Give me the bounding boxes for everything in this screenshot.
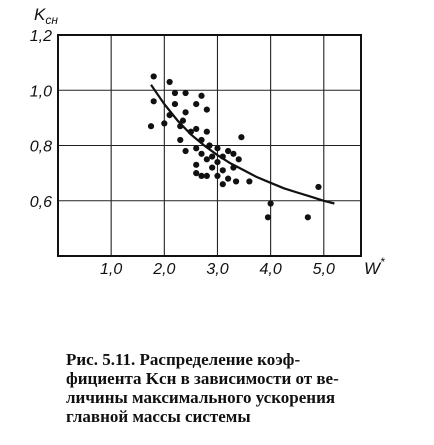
y-tick-label: 0,6 — [29, 193, 52, 211]
data-point — [182, 148, 188, 154]
caption-line: Рис. 5.11. Распределение коэф- — [66, 350, 301, 369]
caption-line: главной массы системы — [66, 407, 251, 426]
data-point — [220, 181, 226, 187]
trend-curve — [151, 85, 334, 204]
data-point — [177, 137, 183, 143]
data-point — [225, 148, 231, 154]
data-point — [233, 178, 239, 184]
data-point — [315, 184, 321, 190]
caption-line: личины максимального ускорения — [66, 388, 336, 407]
data-point — [172, 101, 178, 107]
data-point — [209, 165, 215, 171]
data-point — [182, 90, 188, 96]
x-tick-label: 1,0 — [100, 261, 123, 278]
caption-line: фициента Kсн в зависимости от ве- — [66, 369, 339, 388]
data-point — [246, 178, 252, 184]
data-point — [238, 134, 244, 140]
data-point — [214, 145, 220, 151]
x-tick-labels — [100, 261, 335, 278]
data-point — [225, 176, 231, 182]
figure-caption — [66, 350, 416, 426]
data-point — [198, 93, 204, 99]
data-point — [193, 170, 199, 176]
data-point — [265, 214, 271, 220]
data-point — [236, 156, 242, 162]
y-tick-label: 1,0 — [29, 83, 52, 101]
data-point — [198, 173, 204, 179]
data-point — [214, 173, 220, 179]
x-axis-label: W* — [364, 255, 385, 278]
data-point — [193, 145, 199, 151]
data-point — [214, 159, 220, 165]
x-tick-label: 5,0 — [312, 261, 335, 278]
data-point — [220, 167, 226, 173]
data-point — [204, 156, 210, 162]
data-point — [172, 90, 178, 96]
data-point — [193, 162, 199, 168]
x-tick-label: 4,0 — [259, 261, 282, 278]
data-point — [204, 106, 210, 112]
data-point — [182, 109, 188, 115]
y-tick-label: 0,8 — [29, 138, 52, 156]
data-point — [204, 173, 210, 179]
x-tick-label: 3,0 — [206, 261, 229, 278]
data-points — [148, 73, 322, 220]
data-point — [193, 101, 199, 107]
data-point — [198, 151, 204, 157]
data-point — [151, 73, 157, 79]
data-point — [148, 123, 154, 129]
data-point — [209, 153, 215, 159]
data-point — [151, 98, 157, 104]
data-point — [204, 129, 210, 135]
data-point — [161, 120, 167, 126]
data-point — [230, 151, 236, 157]
y-tick-labels — [30, 28, 52, 211]
x-tick-label: 2,0 — [153, 261, 176, 278]
data-point — [305, 214, 311, 220]
data-point — [268, 200, 274, 206]
y-tick-label: 1,2 — [29, 28, 52, 45]
data-point — [167, 79, 173, 85]
y-axis-label: $K_{сн}$ — [34, 5, 58, 27]
data-point — [193, 126, 199, 132]
